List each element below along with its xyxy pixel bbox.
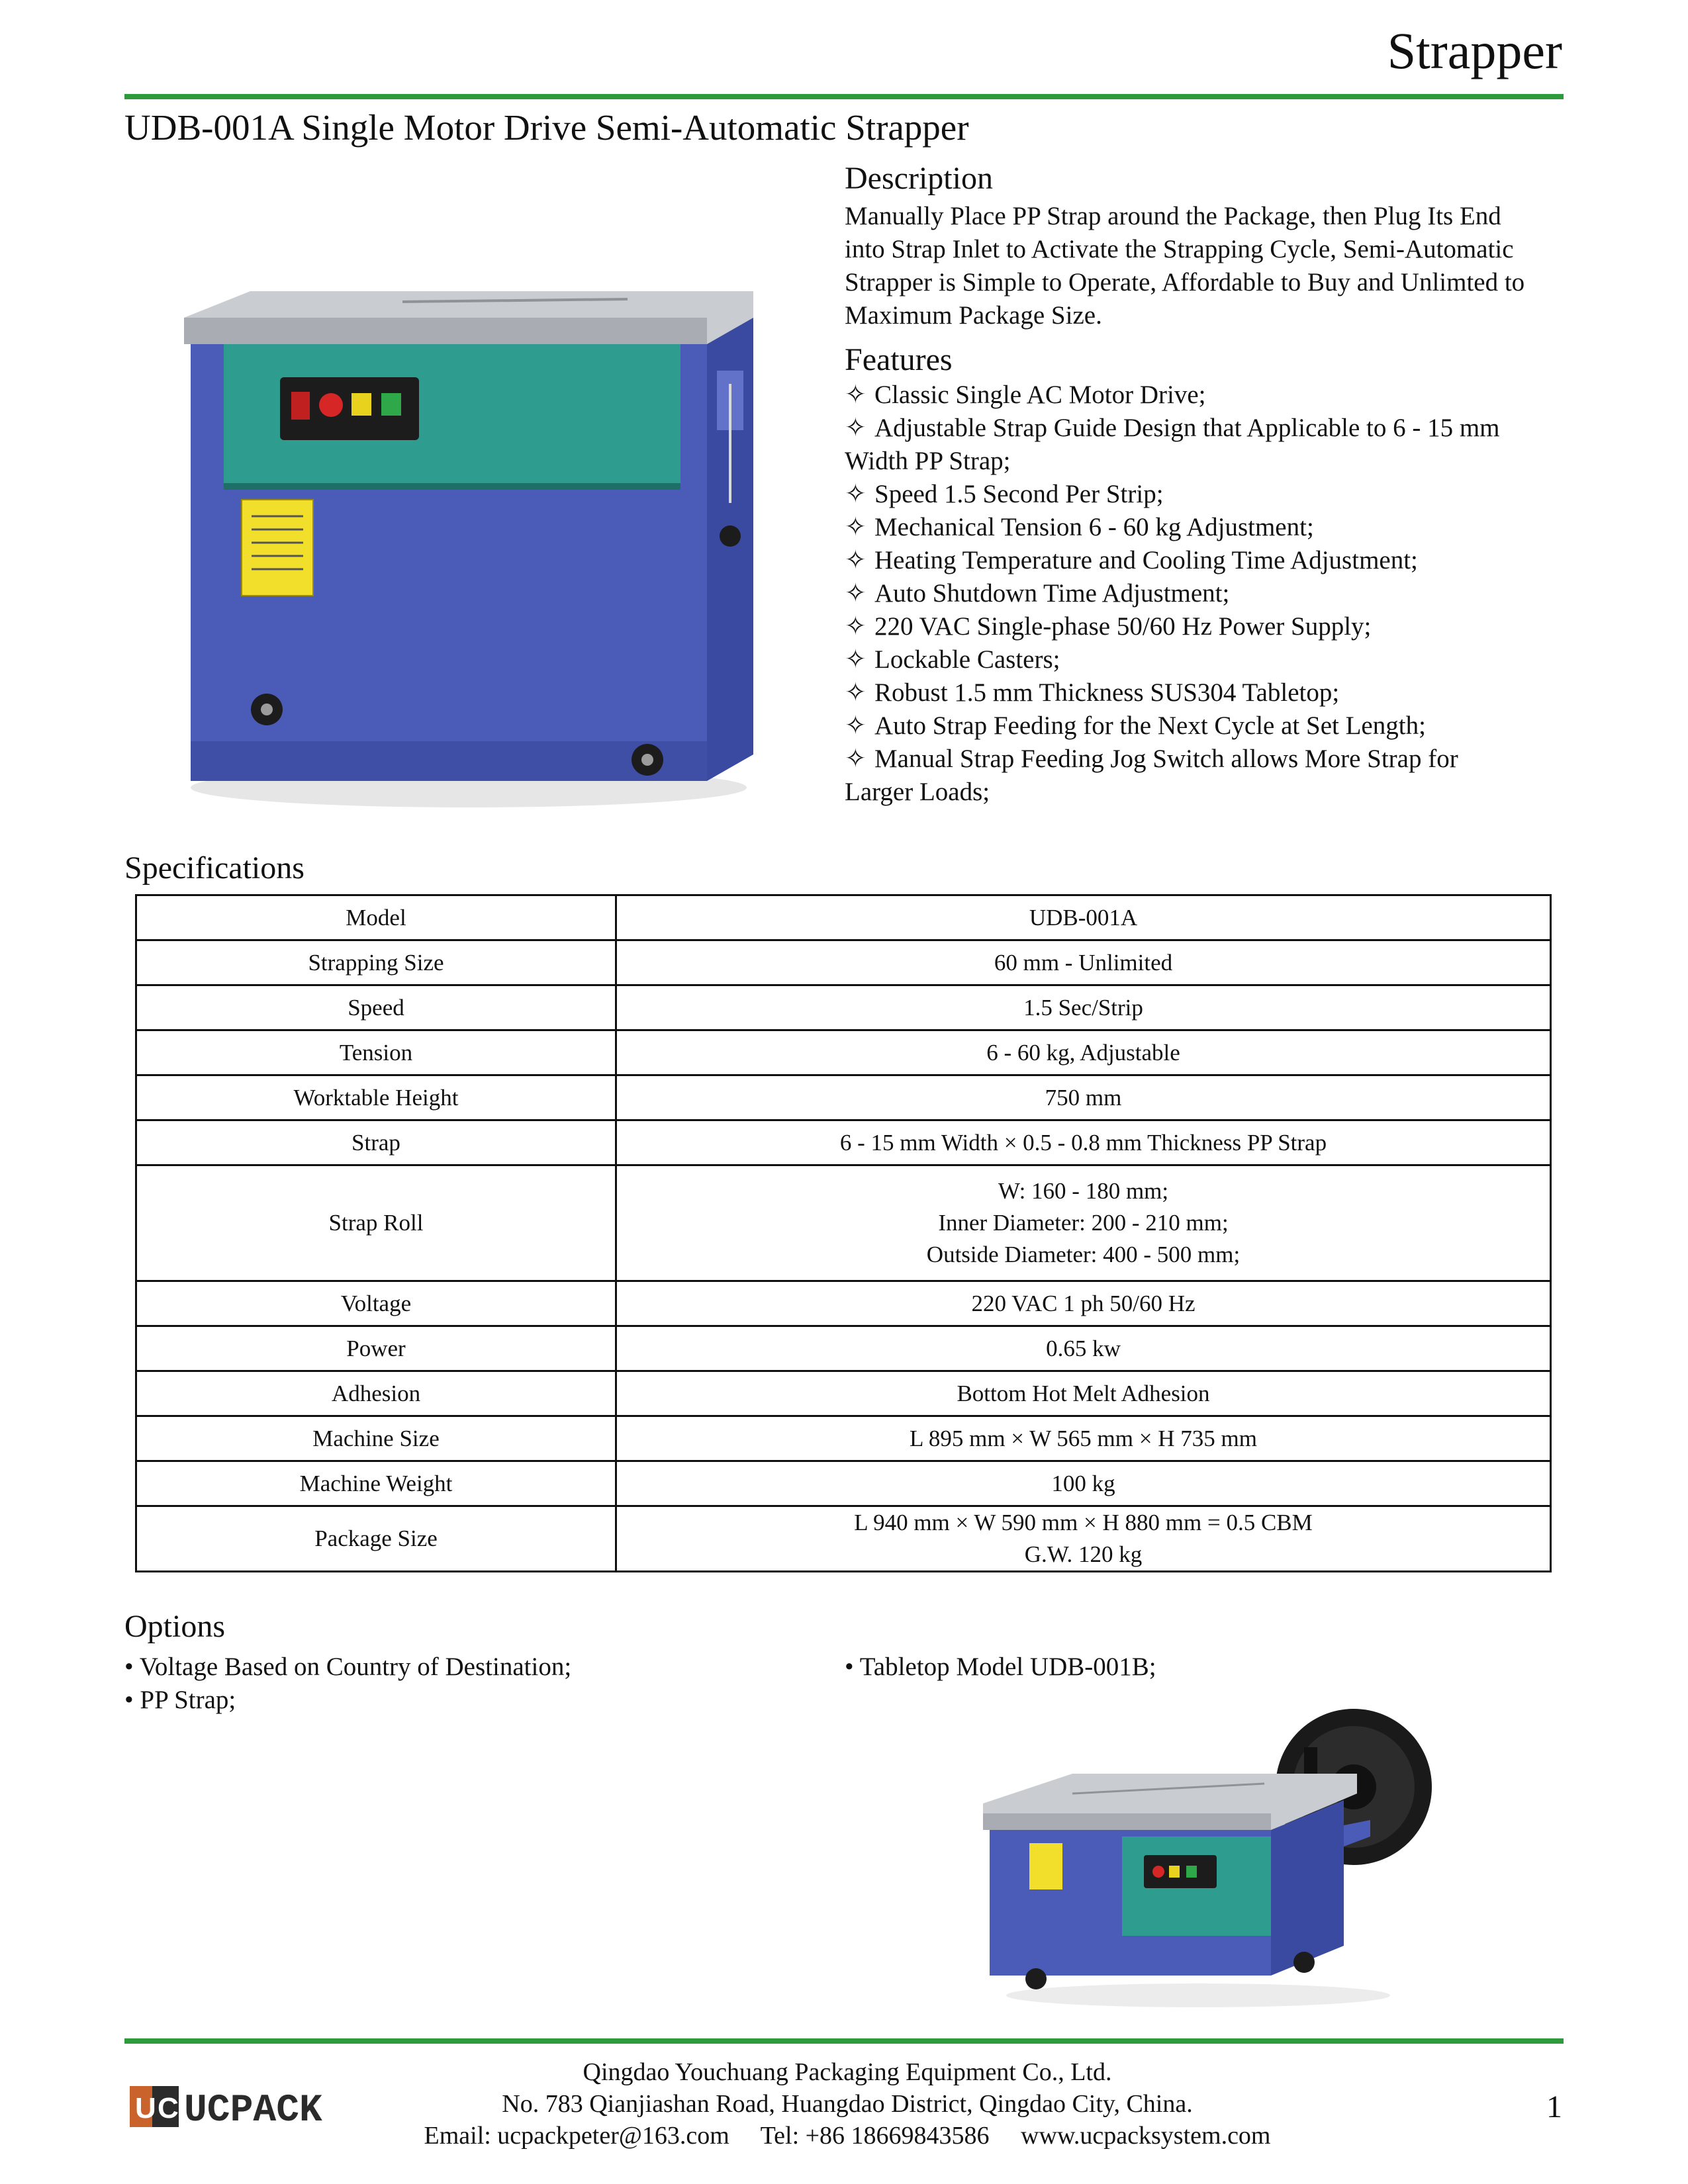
spec-label: Power bbox=[136, 1326, 616, 1371]
feature-item: ✧ Heating Temperature and Cooling Time Adjustment; bbox=[845, 544, 1564, 577]
svg-text:C: C bbox=[158, 2092, 179, 2124]
feature-star-icon: ✧ bbox=[845, 645, 867, 674]
page-number: 1 bbox=[1546, 2089, 1562, 2124]
table-row bbox=[136, 1120, 1551, 1165]
features-heading: Features bbox=[845, 342, 953, 377]
description-line: Strapper is Simple to Operate, Affordable to Buy and Unlimted to bbox=[845, 268, 1525, 296]
feature-star-icon: ✧ bbox=[845, 711, 867, 740]
footer-rule bbox=[124, 2038, 1564, 2044]
spec-value: UDB-001A bbox=[616, 895, 1551, 940]
feature-item: ✧ Mechanical Tension 6 - 60 kg Adjustment; bbox=[845, 511, 1564, 544]
spec-value: 6 - 60 kg, Adjustable bbox=[616, 1030, 1551, 1075]
feature-star-icon: ✧ bbox=[845, 546, 867, 574]
table-row bbox=[136, 1030, 1551, 1075]
spec-label: Tension bbox=[136, 1030, 616, 1075]
spec-value: 220 VAC 1 ph 50/60 Hz bbox=[616, 1281, 1551, 1326]
feature-item: ✧ Speed 1.5 Second Per Strip; bbox=[845, 478, 1564, 511]
description-text bbox=[845, 200, 1564, 332]
table-row bbox=[136, 1461, 1551, 1506]
footer-contact: Email: ucpackpeter@163.com Tel: +86 18669843586 www.ucpacksystem.com bbox=[424, 2122, 1271, 2150]
spec-value: 750 mm bbox=[616, 1075, 1551, 1120]
feature-star-icon: ✧ bbox=[845, 480, 867, 508]
feature-star-icon: ✧ bbox=[845, 745, 867, 773]
spec-value: 0.65 kw bbox=[616, 1326, 1551, 1371]
option-item: • Tabletop Model UDB-001B; bbox=[845, 1653, 1156, 1681]
features-list bbox=[845, 379, 1564, 809]
feature-star-icon: ✧ bbox=[845, 381, 867, 409]
footer-company: Qingdao Youchuang Packaging Equipment Co., Ltd. bbox=[583, 2058, 1112, 2086]
product-image-udb-001b bbox=[973, 1694, 1450, 2012]
feature-item: ✧ Auto Strap Feeding for the Next Cycle at Set Length; bbox=[845, 709, 1564, 743]
spec-value: 6 - 15 mm Width × 0.5 - 0.8 mm Thickness PP Strap bbox=[616, 1120, 1551, 1165]
specifications-table bbox=[135, 894, 1552, 1572]
feature-item: ✧ Manual Strap Feeding Jog Switch allows More Strap for bbox=[845, 743, 1564, 776]
description-line: Maximum Package Size. bbox=[845, 301, 1102, 330]
spec-value: 60 mm - Unlimited bbox=[616, 940, 1551, 985]
header-rule bbox=[124, 94, 1564, 99]
table-row bbox=[136, 940, 1551, 985]
feature-star-icon: ✧ bbox=[845, 414, 867, 442]
spec-label: Model bbox=[136, 895, 616, 940]
spec-label: Voltage bbox=[136, 1281, 616, 1326]
table-row bbox=[136, 985, 1551, 1030]
spec-value: 1.5 Sec/Strip bbox=[616, 985, 1551, 1030]
table-row bbox=[136, 1416, 1551, 1461]
specifications-heading: Specifications bbox=[124, 850, 305, 886]
description-line: Manually Place PP Strap around the Package, then Plug Its End bbox=[845, 202, 1501, 230]
description-heading: Description bbox=[845, 161, 993, 196]
product-image-udb-001a bbox=[124, 185, 793, 847]
spec-value: W: 160 - 180 mm; Inner Diameter: 200 - 210 mm; Outside Diameter: 400 - 500 mm; bbox=[616, 1165, 1551, 1281]
feature-item: ✧ Robust 1.5 mm Thickness SUS304 Tabletop; bbox=[845, 676, 1564, 709]
spec-label: Strap bbox=[136, 1120, 616, 1165]
spec-label: Strap Roll bbox=[136, 1165, 616, 1281]
feature-item: ✧ Adjustable Strap Guide Design that Applicable to 6 - 15 mm bbox=[845, 412, 1564, 445]
table-row bbox=[136, 1371, 1551, 1416]
spec-value: L 895 mm × W 565 mm × H 735 mm bbox=[616, 1416, 1551, 1461]
feature-item: ✧ 220 VAC Single-phase 50/60 Hz Power Supply; bbox=[845, 610, 1564, 643]
spec-value: 100 kg bbox=[616, 1461, 1551, 1506]
table-row bbox=[136, 1281, 1551, 1326]
page-title: UDB-001A Single Motor Drive Semi-Automatic Strapper bbox=[124, 107, 969, 148]
svg-text:U: U bbox=[135, 2092, 156, 2124]
feature-star-icon: ✧ bbox=[845, 678, 867, 707]
spec-label: Speed bbox=[136, 985, 616, 1030]
logo-wordmark: UCPACK bbox=[184, 2089, 322, 2131]
option-item: • Voltage Based on Country of Destination; bbox=[124, 1653, 572, 1681]
spec-label: Package Size bbox=[136, 1506, 616, 1572]
spec-label: Strapping Size bbox=[136, 940, 616, 985]
spec-value: Bottom Hot Melt Adhesion bbox=[616, 1371, 1551, 1416]
description-line: into Strap Inlet to Activate the Strapping Cycle, Semi-Automatic bbox=[845, 235, 1514, 263]
spec-value: L 940 mm × W 590 mm × H 880 mm = 0.5 CBM G.W. 120 kg bbox=[616, 1506, 1551, 1572]
feature-star-icon: ✧ bbox=[845, 579, 867, 608]
table-row bbox=[136, 1165, 1551, 1281]
footer-address: No. 783 Qianjiashan Road, Huangdao District, Qingdao City, China. bbox=[502, 2090, 1193, 2118]
options-heading: Options bbox=[124, 1609, 226, 1644]
feature-star-icon: ✧ bbox=[845, 513, 867, 541]
feature-item-continuation: Larger Loads; bbox=[845, 778, 990, 806]
feature-item: ✧ Lockable Casters; bbox=[845, 643, 1564, 676]
feature-star-icon: ✧ bbox=[845, 612, 867, 641]
feature-item: ✧ Auto Shutdown Time Adjustment; bbox=[845, 577, 1564, 610]
spec-label: Worktable Height bbox=[136, 1075, 616, 1120]
ucpack-logo bbox=[130, 2082, 334, 2131]
table-row bbox=[136, 1506, 1551, 1572]
table-row bbox=[136, 1326, 1551, 1371]
category-title: Strapper bbox=[1387, 22, 1562, 79]
option-item: • PP Strap; bbox=[124, 1686, 236, 1714]
table-row bbox=[136, 1075, 1551, 1120]
spec-label: Machine Weight bbox=[136, 1461, 616, 1506]
table-row bbox=[136, 895, 1551, 940]
feature-item-continuation: Width PP Strap; bbox=[845, 447, 1011, 475]
feature-item: ✧ Classic Single AC Motor Drive; bbox=[845, 379, 1564, 412]
spec-label: Machine Size bbox=[136, 1416, 616, 1461]
spec-label: Adhesion bbox=[136, 1371, 616, 1416]
